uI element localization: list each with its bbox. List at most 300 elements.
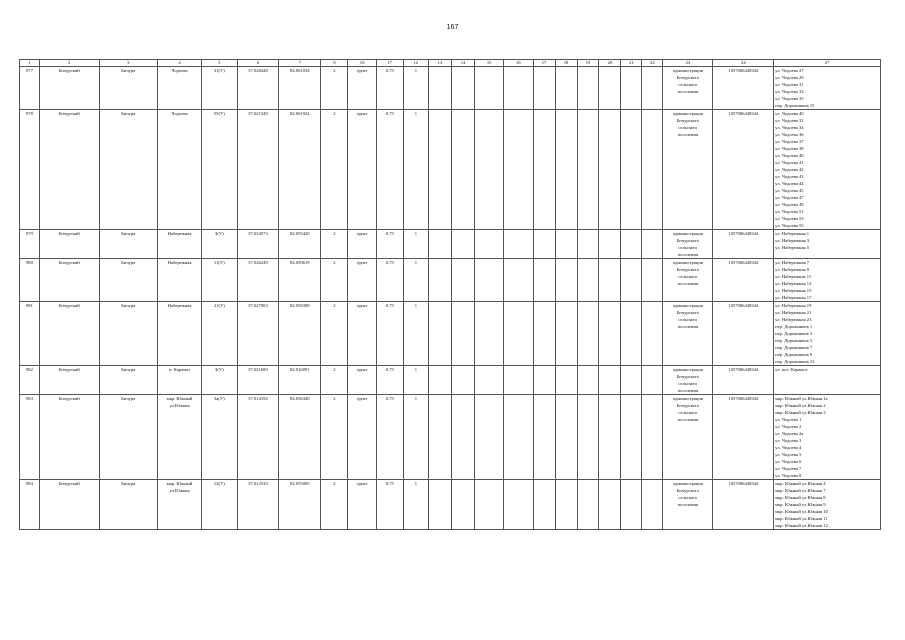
address-line: ул. Чодоева 38 [775,146,804,151]
empty-cell [577,259,599,302]
column-header: 6 [237,60,279,67]
count-cell: 2 [321,230,348,259]
address-line: ул. Чодоева 42 [775,167,804,172]
address-line: пер. Дорожников 13 [775,359,815,364]
area-cell: 0,75 [376,302,403,366]
ogrn-cell: 1057006448344 [713,480,774,530]
empty-cell [642,259,663,302]
house-cell: 3а(У) [202,395,238,480]
house-cell: 3(У) [202,366,238,395]
row-number: 979 [20,230,40,259]
owner-line: поселения [677,388,699,393]
address-line: ул. Чодоева 1 [775,417,802,422]
owner-line: сельского [678,245,698,250]
address-line: ул. Набережная 17 [775,295,812,300]
empty-cell [504,110,533,230]
empty-cell [428,366,451,395]
column-header: 3 [99,60,158,67]
address-line: ул. Чодоева 55 [775,223,804,228]
district-cell: Бичурский [39,110,99,230]
count-cell: 2 [321,480,348,530]
table-row [20,302,881,366]
settlement-cell: Бичура [99,230,158,259]
address-line: ул. Чодоева 32 [775,118,804,123]
address-line: ул. Набережная 19 [775,303,812,308]
empty-cell [451,480,474,530]
ogrn-cell: 1057006448344 [713,110,774,230]
owner-cell [663,110,713,230]
owner-line: сельского [678,410,698,415]
empty-cell [642,395,663,480]
house-cell: 3(У) [202,230,238,259]
column-header: 12 [403,60,428,67]
empty-cell [621,395,642,480]
owner-line: администрация [672,481,703,486]
owner-line: сельского [678,381,698,386]
longitude-cell: 82.061924 [279,110,321,230]
row-number: 983 [20,395,40,480]
empty-cell [451,230,474,259]
empty-cell [642,480,663,530]
owner-line: поселения [677,281,699,286]
owner-line: сельского [678,82,698,87]
owner-line: поселения [677,89,699,94]
latitude-cell: 57.014192 [237,395,279,480]
empty-cell [621,366,642,395]
street-cell: Чодоева [158,67,202,110]
empty-cell [555,110,577,230]
owner-line: Бичурского [676,488,700,493]
empty-cell [599,259,621,302]
owner-line: Бичурского [676,374,700,379]
column-header: 17 [533,60,555,67]
empty-cell [599,480,621,530]
column-header: 23 [663,60,713,67]
column-header: 20 [599,60,621,67]
address-line: ул. Чодоева 33 [775,89,804,94]
address-line: мкр. Южный ул.Южная 2 [775,403,826,408]
empty-cell [428,302,451,366]
address-line: ул. Чодоева 2 [775,424,802,429]
owner-cell [663,259,713,302]
house-cell: 55(У) [202,110,238,230]
owner-line: поселения [677,252,699,257]
empty-cell [533,67,555,110]
column-header: 9 [321,60,348,67]
address-line: ул. Чодоева 36 [775,132,804,137]
address-line: ул. Чодоева 41 [775,160,804,165]
house-cell: 31(У) [202,67,238,110]
empty-cell [577,302,599,366]
house-cell: 12(У) [202,480,238,530]
surface-cell: грунт [348,110,376,230]
house-cell: 11(У) [202,259,238,302]
address-line: ул. Набережная 13 [775,281,812,286]
empty-cell [642,230,663,259]
empty-cell [533,395,555,480]
owner-line: Бичурского [676,267,700,272]
latitude-cell: 57.021349 [237,110,279,230]
empty-cell [475,395,504,480]
address-line: ул. Набережная 15 [775,288,812,293]
header-row [20,60,881,67]
address-line: ул. Чодоева 49 [775,202,804,207]
bins-cell: 1 [403,67,428,110]
street-cell: Набережная [158,259,202,302]
address-line: мкр. Южный ул.Южная 10 [775,509,828,514]
address-line: мкр. Южный ул.Южная 7 [775,488,826,493]
surface-cell: грунт [348,230,376,259]
empty-cell [642,366,663,395]
district-cell: Бичурский [39,480,99,530]
longitude-cell: 82.056340 [279,395,321,480]
address-line: ул. пос. Карамоз [775,367,808,372]
district-cell: Бичурский [39,259,99,302]
address-line: ул. Чодоева 34 [775,125,804,130]
area-cell: 0,75 [376,366,403,395]
address-line: пер. Дорожников 15 [775,103,815,108]
latitude-cell: 57.027903 [237,302,279,366]
longitude-cell: 82.055420 [279,230,321,259]
surface-cell: грунт [348,302,376,366]
owner-line: администрация [672,396,703,401]
owner-cell [663,366,713,395]
address-line: ул. Чодоева 47 [775,195,804,200]
empty-cell [475,259,504,302]
owner-line: сельского [678,317,698,322]
address-line: ул. Набережная 21 [775,310,812,315]
empty-cell [428,67,451,110]
empty-cell [451,302,474,366]
street-cell: Набережная [158,230,202,259]
owner-line: Бичурского [676,310,700,315]
column-header: 24 [713,60,774,67]
empty-cell [621,259,642,302]
address-line: ул. Чодоева 3 [775,438,802,443]
empty-cell [533,480,555,530]
count-cell: 2 [321,395,348,480]
empty-cell [642,67,663,110]
column-header: 4 [158,60,202,67]
address-line: мкр. Южный ул.Южная 11 [775,516,828,521]
count-cell: 2 [321,302,348,366]
surface-cell: грунт [348,366,376,395]
ogrn-cell: 1057006448344 [713,302,774,366]
empty-cell [475,480,504,530]
bins-cell: 1 [403,302,428,366]
empty-cell [577,110,599,230]
address-line: ул. Чодоева 6 [775,459,802,464]
empty-cell [475,230,504,259]
address-line: мкр. Южный ул.Южная 12 [775,523,828,528]
address-line: ул. Чодоева 53 [775,216,804,221]
address-line: пер. Дорожников 1 [775,324,813,329]
latitude-cell: 57.012535 [237,480,279,530]
table-row [20,67,881,110]
addresses-cell [774,366,881,395]
house-cell: 21(У) [202,302,238,366]
owner-line: поселения [677,324,699,329]
empty-cell [475,366,504,395]
empty-cell [555,67,577,110]
owner-line: сельского [678,274,698,279]
latitude-cell: 57.026249 [237,259,279,302]
column-header: 27 [774,60,881,67]
district-cell: Бичурский [39,230,99,259]
empty-cell [621,110,642,230]
address-line: ул. Чодоева 31 [775,82,804,87]
empty-cell [555,395,577,480]
empty-cell [504,67,533,110]
column-header: 21 [621,60,642,67]
empty-cell [504,230,533,259]
empty-cell [504,480,533,530]
empty-cell [555,366,577,395]
address-line: ул. Набережная 5 [775,245,810,250]
empty-cell [475,110,504,230]
area-cell: 0,75 [376,110,403,230]
empty-cell [451,259,474,302]
empty-cell [451,366,474,395]
addresses-cell [774,230,881,259]
area-cell: 0,75 [376,259,403,302]
empty-cell [504,259,533,302]
address-line: ул. Чодоева 7 [775,466,802,471]
row-number: 982 [20,366,40,395]
row-number: 984 [20,480,40,530]
owner-line: поселения [677,132,699,137]
settlement-cell: Бичура [99,259,158,302]
address-line: ул. Чодоева 51 [775,209,804,214]
count-cell: 2 [321,259,348,302]
owner-line: Бичурского [676,238,700,243]
empty-cell [577,366,599,395]
empty-cell [555,480,577,530]
empty-cell [533,302,555,366]
address-line: ул. Набережная 3 [775,238,810,243]
owner-line: Бичурского [676,403,700,408]
empty-cell [621,480,642,530]
bins-cell: 1 [403,230,428,259]
settlement-cell: Бичура [99,67,158,110]
address-line: ул. Чодоева 37 [775,139,804,144]
empty-cell [533,366,555,395]
bins-cell: 1 [403,480,428,530]
column-header: 5 [202,60,238,67]
owner-line: администрация [672,111,703,116]
table-row [20,259,881,302]
district-cell: Бичурский [39,67,99,110]
address-line: мкр. Южный ул.Южная 4 [775,481,826,486]
settlement-cell: Бичура [99,480,158,530]
table-row [20,395,881,480]
address-line: мкр. Южный ул.Южная 1а [775,396,828,401]
empty-cell [599,302,621,366]
address-line: ул. Чодоева 44 [775,181,804,186]
owner-cell [663,230,713,259]
owner-line: администрация [672,231,703,236]
empty-cell [621,67,642,110]
owner-line: администрация [672,68,703,73]
empty-cell [451,67,474,110]
page-number: 167 [446,24,459,31]
surface-cell: грунт [348,480,376,530]
street-cell: мкр. Южный ул.Южная [158,480,202,530]
street-cell: Набережная [158,302,202,366]
empty-cell [504,366,533,395]
area-cell: 0,75 [376,230,403,259]
empty-cell [475,302,504,366]
owner-line: поселения [677,502,699,507]
column-header: 18 [555,60,577,67]
empty-cell [451,395,474,480]
addresses-cell [774,259,881,302]
table-row [20,110,881,230]
address-line: мкр. Южный ул.Южная 8 [775,495,826,500]
empty-cell [428,480,451,530]
empty-cell [577,480,599,530]
column-header: 19 [577,60,599,67]
address-line: ул. Чодоева 45 [775,188,804,193]
empty-cell [599,110,621,230]
address-line: ул. Чодоева 35 [775,96,804,101]
latitude-cell: 57.021680 [237,366,279,395]
addresses-cell [774,67,881,110]
address-line: ул. Чодоева 40 [775,153,804,158]
column-header: 13 [428,60,451,67]
address-line: ул. Набережная 7 [775,260,810,265]
bins-cell: 1 [403,259,428,302]
longitude-cell: 82.050619 [279,259,321,302]
district-cell: Бичурский [39,366,99,395]
owner-line: Бичурского [676,75,700,80]
address-line: пер. Дорожников 5 [775,338,813,343]
empty-cell [475,67,504,110]
longitude-cell: 82.058398 [279,302,321,366]
column-header: 14 [451,60,474,67]
address-line: ул. Набережная 11 [775,274,812,279]
empty-cell [577,230,599,259]
address-line: ул. Чодоева 29 [775,75,804,80]
row-number: 981 [20,302,40,366]
empty-cell [555,230,577,259]
district-cell: Бичурский [39,302,99,366]
address-line: пер. Дорожников 7 [775,345,813,350]
ogrn-cell: 1057006448344 [713,259,774,302]
address-line: ул. Чодоева 8 [775,473,802,478]
longitude-cell: 82.055085 [279,480,321,530]
address-line: пер. Дорожников 9 [775,352,813,357]
address-line: ул. Набережная 9 [775,267,810,272]
empty-cell [599,366,621,395]
owner-cell [663,395,713,480]
address-line: ул. Набережная 1 [775,231,810,236]
street-cell: мкр. Южный ул.Южная [158,395,202,480]
address-line: ул. Чодоева 43 [775,174,804,179]
owner-line: администрация [672,260,703,265]
empty-cell [504,302,533,366]
owner-cell [663,302,713,366]
row-number: 980 [20,259,40,302]
empty-cell [533,110,555,230]
bins-cell: 1 [403,110,428,230]
addresses-cell [774,110,881,230]
owner-line: сельского [678,495,698,500]
address-line: мкр. Южный ул.Южная 3 [775,410,826,415]
address-line: мкр. Южный ул.Южная 9 [775,502,826,507]
empty-cell [428,259,451,302]
surface-cell: грунт [348,259,376,302]
addresses-cell [774,395,881,480]
owner-line: Бичурского [676,118,700,123]
street-cell: Чодоева [158,110,202,230]
column-header: 15 [475,60,504,67]
latitude-cell: 57.034573 [237,230,279,259]
ogrn-cell: 1057006448344 [713,395,774,480]
empty-cell [533,259,555,302]
empty-cell [621,230,642,259]
ogrn-cell: 1057006448344 [713,366,774,395]
addresses-cell [774,302,881,366]
settlement-cell: Бичура [99,366,158,395]
owner-line: поселения [677,417,699,422]
table-row [20,366,881,395]
table-row [20,480,881,530]
longitude-cell: 82.061034 [279,67,321,110]
address-line: ул. Чодоева 2а [775,431,804,436]
column-header: 2 [39,60,99,67]
area-cell: 0,75 [376,480,403,530]
area-cell: 0,75 [376,395,403,480]
owner-line: администрация [672,367,703,372]
owner-cell [663,480,713,530]
empty-cell [599,230,621,259]
longitude-cell: 82.016091 [279,366,321,395]
bins-cell: 1 [403,366,428,395]
surface-cell: грунт [348,395,376,480]
empty-cell [599,395,621,480]
column-header: 22 [642,60,663,67]
empty-cell [642,110,663,230]
empty-cell [504,395,533,480]
empty-cell [533,230,555,259]
count-cell: 2 [321,366,348,395]
area-cell: 0,75 [376,67,403,110]
column-header: 10 [348,60,376,67]
address-line: ул. Набережная 23 [775,317,812,322]
empty-cell [577,67,599,110]
empty-cell [451,110,474,230]
column-header: 16 [504,60,533,67]
empty-cell [428,110,451,230]
owner-line: администрация [672,303,703,308]
ogrn-cell: 1057006448344 [713,230,774,259]
empty-cell [428,230,451,259]
street-cell: п. Карамоз [158,366,202,395]
count-cell: 2 [321,110,348,230]
surface-cell: грунт [348,67,376,110]
address-line: ул. Чодоева 4 [775,445,802,450]
column-header: 17 [376,60,403,67]
latitude-cell: 57.028448 [237,67,279,110]
column-header: 7 [279,60,321,67]
waste-sites-table [19,59,881,530]
empty-cell [577,395,599,480]
settlement-cell: Бичура [99,395,158,480]
address-line: пер. Дорожников 3 [775,331,813,336]
empty-cell [599,67,621,110]
address-line: ул. Чодоева 27 [775,68,804,73]
